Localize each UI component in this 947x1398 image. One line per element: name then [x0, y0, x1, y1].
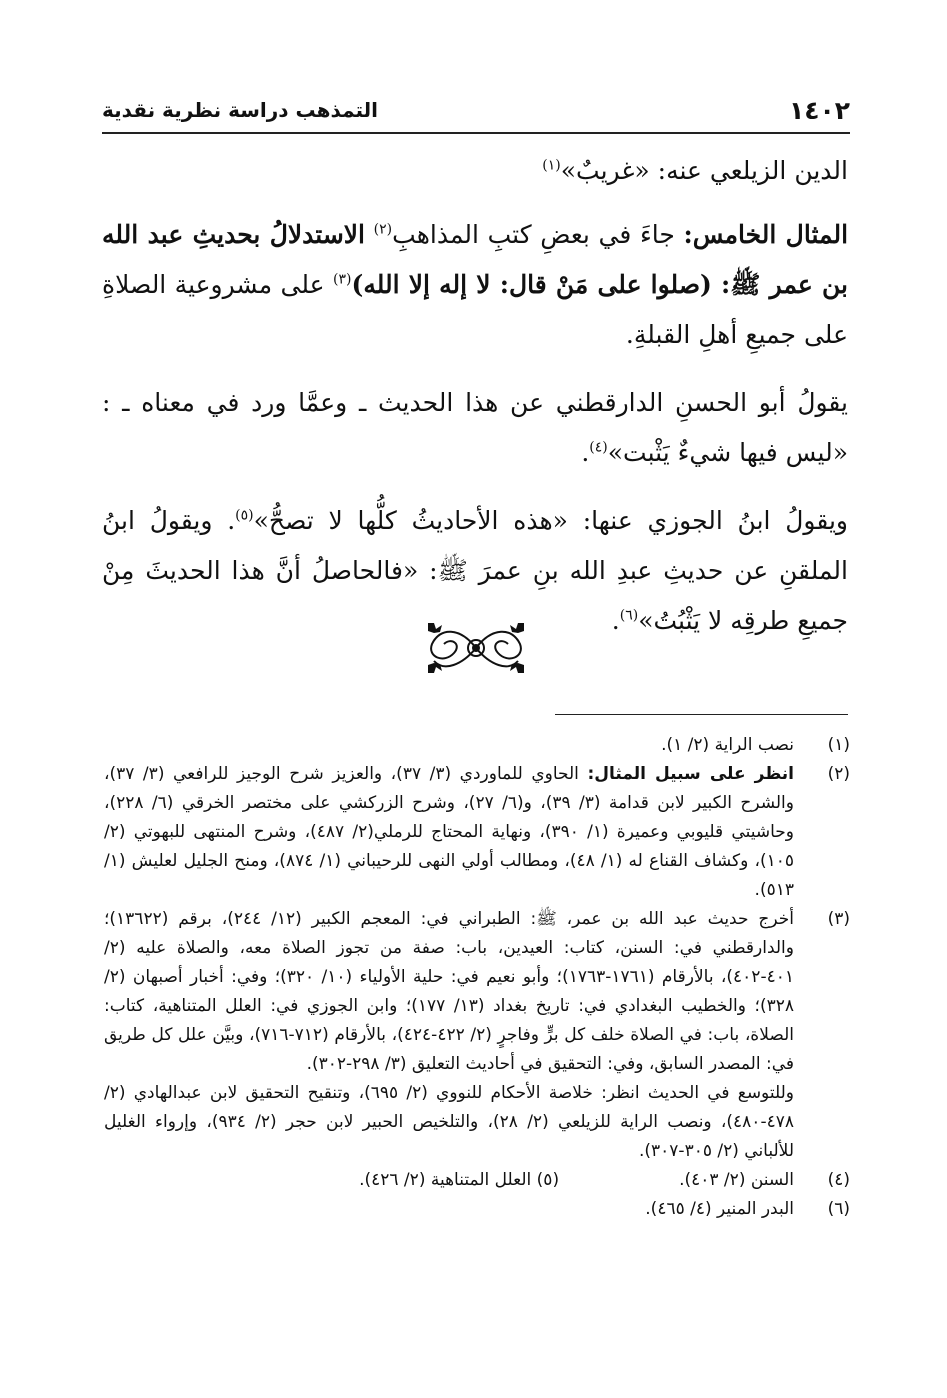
paragraph-3: يقولُ أبو الحسنِ الدارقطني عن هذا الحديث ـ وعمَّا ورد في معناه ـ : «ليس فيها شيءٌ يَثْبت»$^{(٤)}$.: [102, 388, 848, 467]
footnote-4-5: (٤) السنن (٢/ ٤٠٣). (٥) العلل المتناهية (٢/ ٤٢٦).: [359, 1170, 850, 1190]
footnote-divider: [555, 714, 848, 715]
decorative-ornament: [420, 617, 532, 679]
footnote-3: (٣) أخرج حديث عبد الله بن عمر، ﷺ: الطبراني في: المعجم الكبير (١٢/ ٢٤٤)، برقم (١٣٦٢٢)؛ والدارقطني في: السنن، كتاب: العيدين، باب: صفة من تجوز الصلاة معه، والصلاة عليه (٢/ ٤٠١-٤٠٢)، بالأرقام (١٧٦١-١٧٦٣)؛ وأبو نعيم في: حلية الأولياء (١٠/ ٣٢٠)؛ وفي: أخبار أصبهان (٢/ ٣٢٨)؛ والخطيب البغدادي في: تاريخ بغداد (١٣/ ١٧٧)؛ وابن الجوزي في: العلل المتناهية، كتاب: الصلاة، باب: في الصلاة خلف كل برٍّ وفاجرٍ (٢/ ٤٢٢-٤٢٤)، بالأرقام (٧١٢-٧١٦)، وبيَّن علل كل طريق في: المصدر السابق، وفي: التحقيق في أحاديث التعليق (٣/ ٢٩٨-٣٠٢).: [104, 909, 850, 1074]
paragraph-4: ويقولُ ابنُ الجوزي عنها: «هذه الأحاديثُ كلُّها لا تصحُّ»$^{(٥)}$. ويقولُ ابنُ الملقنِ عن حديثِ عبدِ الله بنِ عمرَ ﷺ: «فالحاصلُ أنَّ هذا الحديثَ مِنْ جميعِ طرقِه لا يَثْبُتُ»$^{(٦)}$.: [102, 506, 848, 635]
footnote-1: (١) نصب الراية (٢/ ١).: [661, 735, 850, 755]
page-header: [102, 92, 850, 134]
paragraph-2: المثال الخامس: جاءَ في بعضِ كتبِ المذاهبِ$^{(٢)}$ الاستدلالُ بحديثِ عبد الله بن عمر ﷺ: (صلوا على مَنْ قال: لا إله إلا الله)$^{(٣)}$ على مشروعية الصلاةِ على جميعِ أهلِ القبلةِ.: [102, 220, 849, 349]
footnote-2: (٢) انظر على سبيل المثال: الحاوي للماوردي (٣/ ٣٧)، والعزيز شرح الوجيز للرافعي (٣/ ٣٧)، والشرح الكبير لابن قدامة (٣/ ٣٩)، و(٦/ ٢٧)، وشرح الزركشي على مختصر الخرقي (٦/ ٢٢٨)، وحاشيتي قليوبي وعميرة (١/ ٣٩٠)، ونهاية المحتاج للرملي(٢/ ٤٨٧)، وشرح المنتهى للبهوتي (٢/ ١٠٥)، وكشاف القناع له (١/ ٤٨)، ومطالب أولي النهى للرحيباني (١/ ٨٧٤)، ومنح الجليل لعليش (١/ ٥١٣).: [104, 764, 850, 900]
running-title: التمذهب دراسة نظرية نقدية: [102, 98, 379, 122]
footnote-3-continuation: وللتوسع في الحديث انظر: خلاصة الأحكام للنووي (٢/ ٦٩٥)، وتنقيح التحقيق لابن عبدالهادي (٢/ ٤٧٨-٤٨٠)، ونصب الراية للزيلعي (٢/ ٢٨)، والتلخيص الحبير لابن حجر (٢/ ٩٣٤)، وإرواء الغليل للألباني (٢/ ٣٠٥-٣٠٧).: [104, 1083, 794, 1161]
main-text: [102, 146, 848, 664]
footnotes: [104, 731, 850, 1224]
footnote-6: (٦) البدر المنير (٤/ ٤٦٥).: [645, 1199, 850, 1219]
paragraph-1: الدين الزيلعي عنه: «غريبٌ»$^{(١)}$: [542, 156, 848, 185]
page-number: ١٤٠٢: [788, 96, 850, 125]
